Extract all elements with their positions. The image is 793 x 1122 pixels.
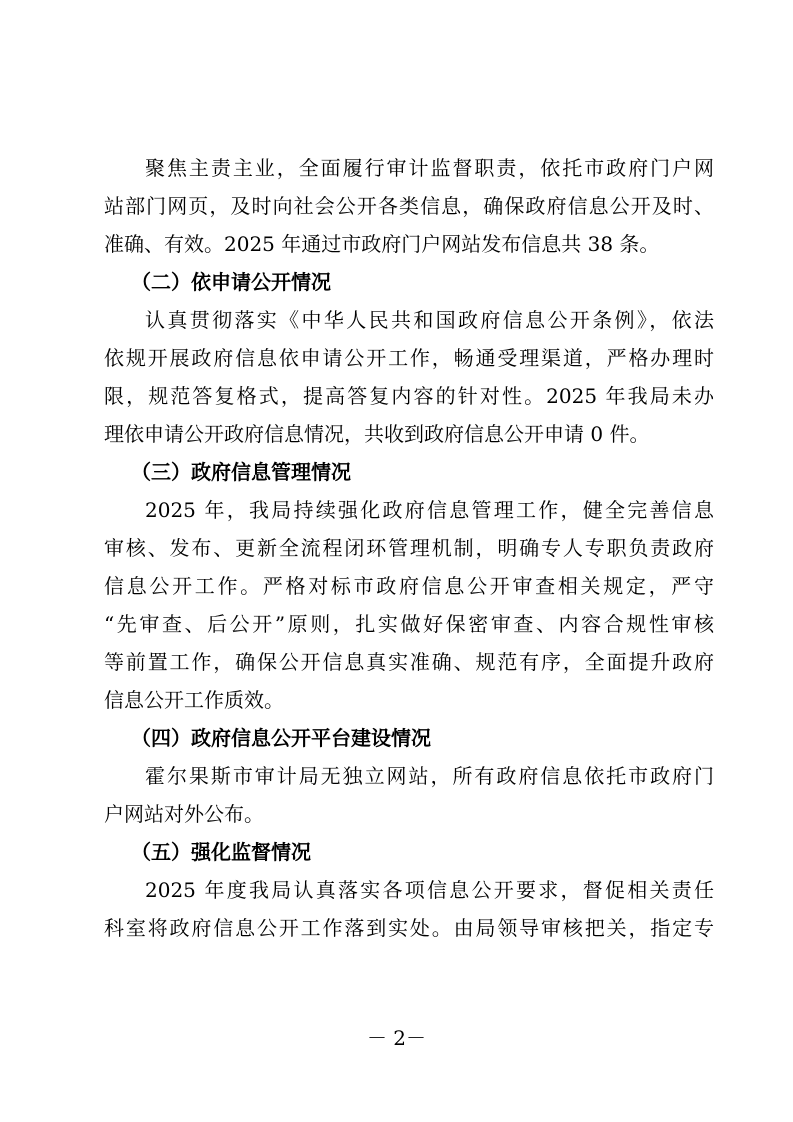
paragraph-line: 准确、有效。2025 年通过市政府门户网站发布信息共 38 条。 xyxy=(104,232,660,256)
paragraph-line: 理依申请公开政府信息情况，共收到政府信息公开申请 0 件。 xyxy=(104,422,650,446)
paragraph-line: 2025 年度我局认真落实各项信息公开要求，督促相关责任 xyxy=(145,878,714,902)
paragraph-line: 限，规范答复格式，提高答复内容的针对性。2025 年我局未办 xyxy=(104,384,714,408)
paragraph-line: 聚焦主责主业，全面履行审计监督职责，依托市政府门户网 xyxy=(145,156,714,180)
paragraph-line: 信息公开工作质效。 xyxy=(104,688,284,712)
section-heading-2: （二）依申请公开情况 xyxy=(131,270,331,294)
paragraph-line: 站部门网页，及时向社会公开各类信息，确保政府信息公开及时、 xyxy=(104,194,714,218)
paragraph-line: 霍尔果斯市审计局无独立网站，所有政府信息依托市政府门 xyxy=(145,764,714,788)
section-heading-5: （五）强化监督情况 xyxy=(131,840,311,864)
paragraph-line: 科室将政府信息公开工作落到实处。由局领导审核把关，指定专 xyxy=(104,916,714,940)
paragraph-line: 依规开展政府信息依申请公开工作，畅通受理渠道，严格办理时 xyxy=(104,346,714,370)
section-heading-4: （四）政府信息公开平台建设情况 xyxy=(131,726,431,750)
page-number: － 2－ xyxy=(366,1026,427,1050)
paragraph-line: “先审查、后公开”原则，扎实做好保密审查、内容合规性审核 xyxy=(104,612,714,636)
paragraph-line: 审核、发布、更新全流程闭环管理机制，明确专人专职负责政府 xyxy=(104,536,714,560)
paragraph-line: 等前置工作，确保公开信息真实准确、规范有序，全面提升政府 xyxy=(104,650,714,674)
paragraph-line: 信息公开工作。严格对标市政府信息公开审查相关规定，严守 xyxy=(104,574,714,598)
paragraph-line: 户网站对外公布。 xyxy=(104,802,264,826)
section-heading-3: （三）政府信息管理情况 xyxy=(131,460,351,484)
paragraph-line: 认真贯彻落实《中华人民共和国政府信息公开条例》，依法 xyxy=(145,308,714,332)
paragraph-line: 2025 年，我局持续强化政府信息管理工作，健全完善信息 xyxy=(145,498,714,522)
